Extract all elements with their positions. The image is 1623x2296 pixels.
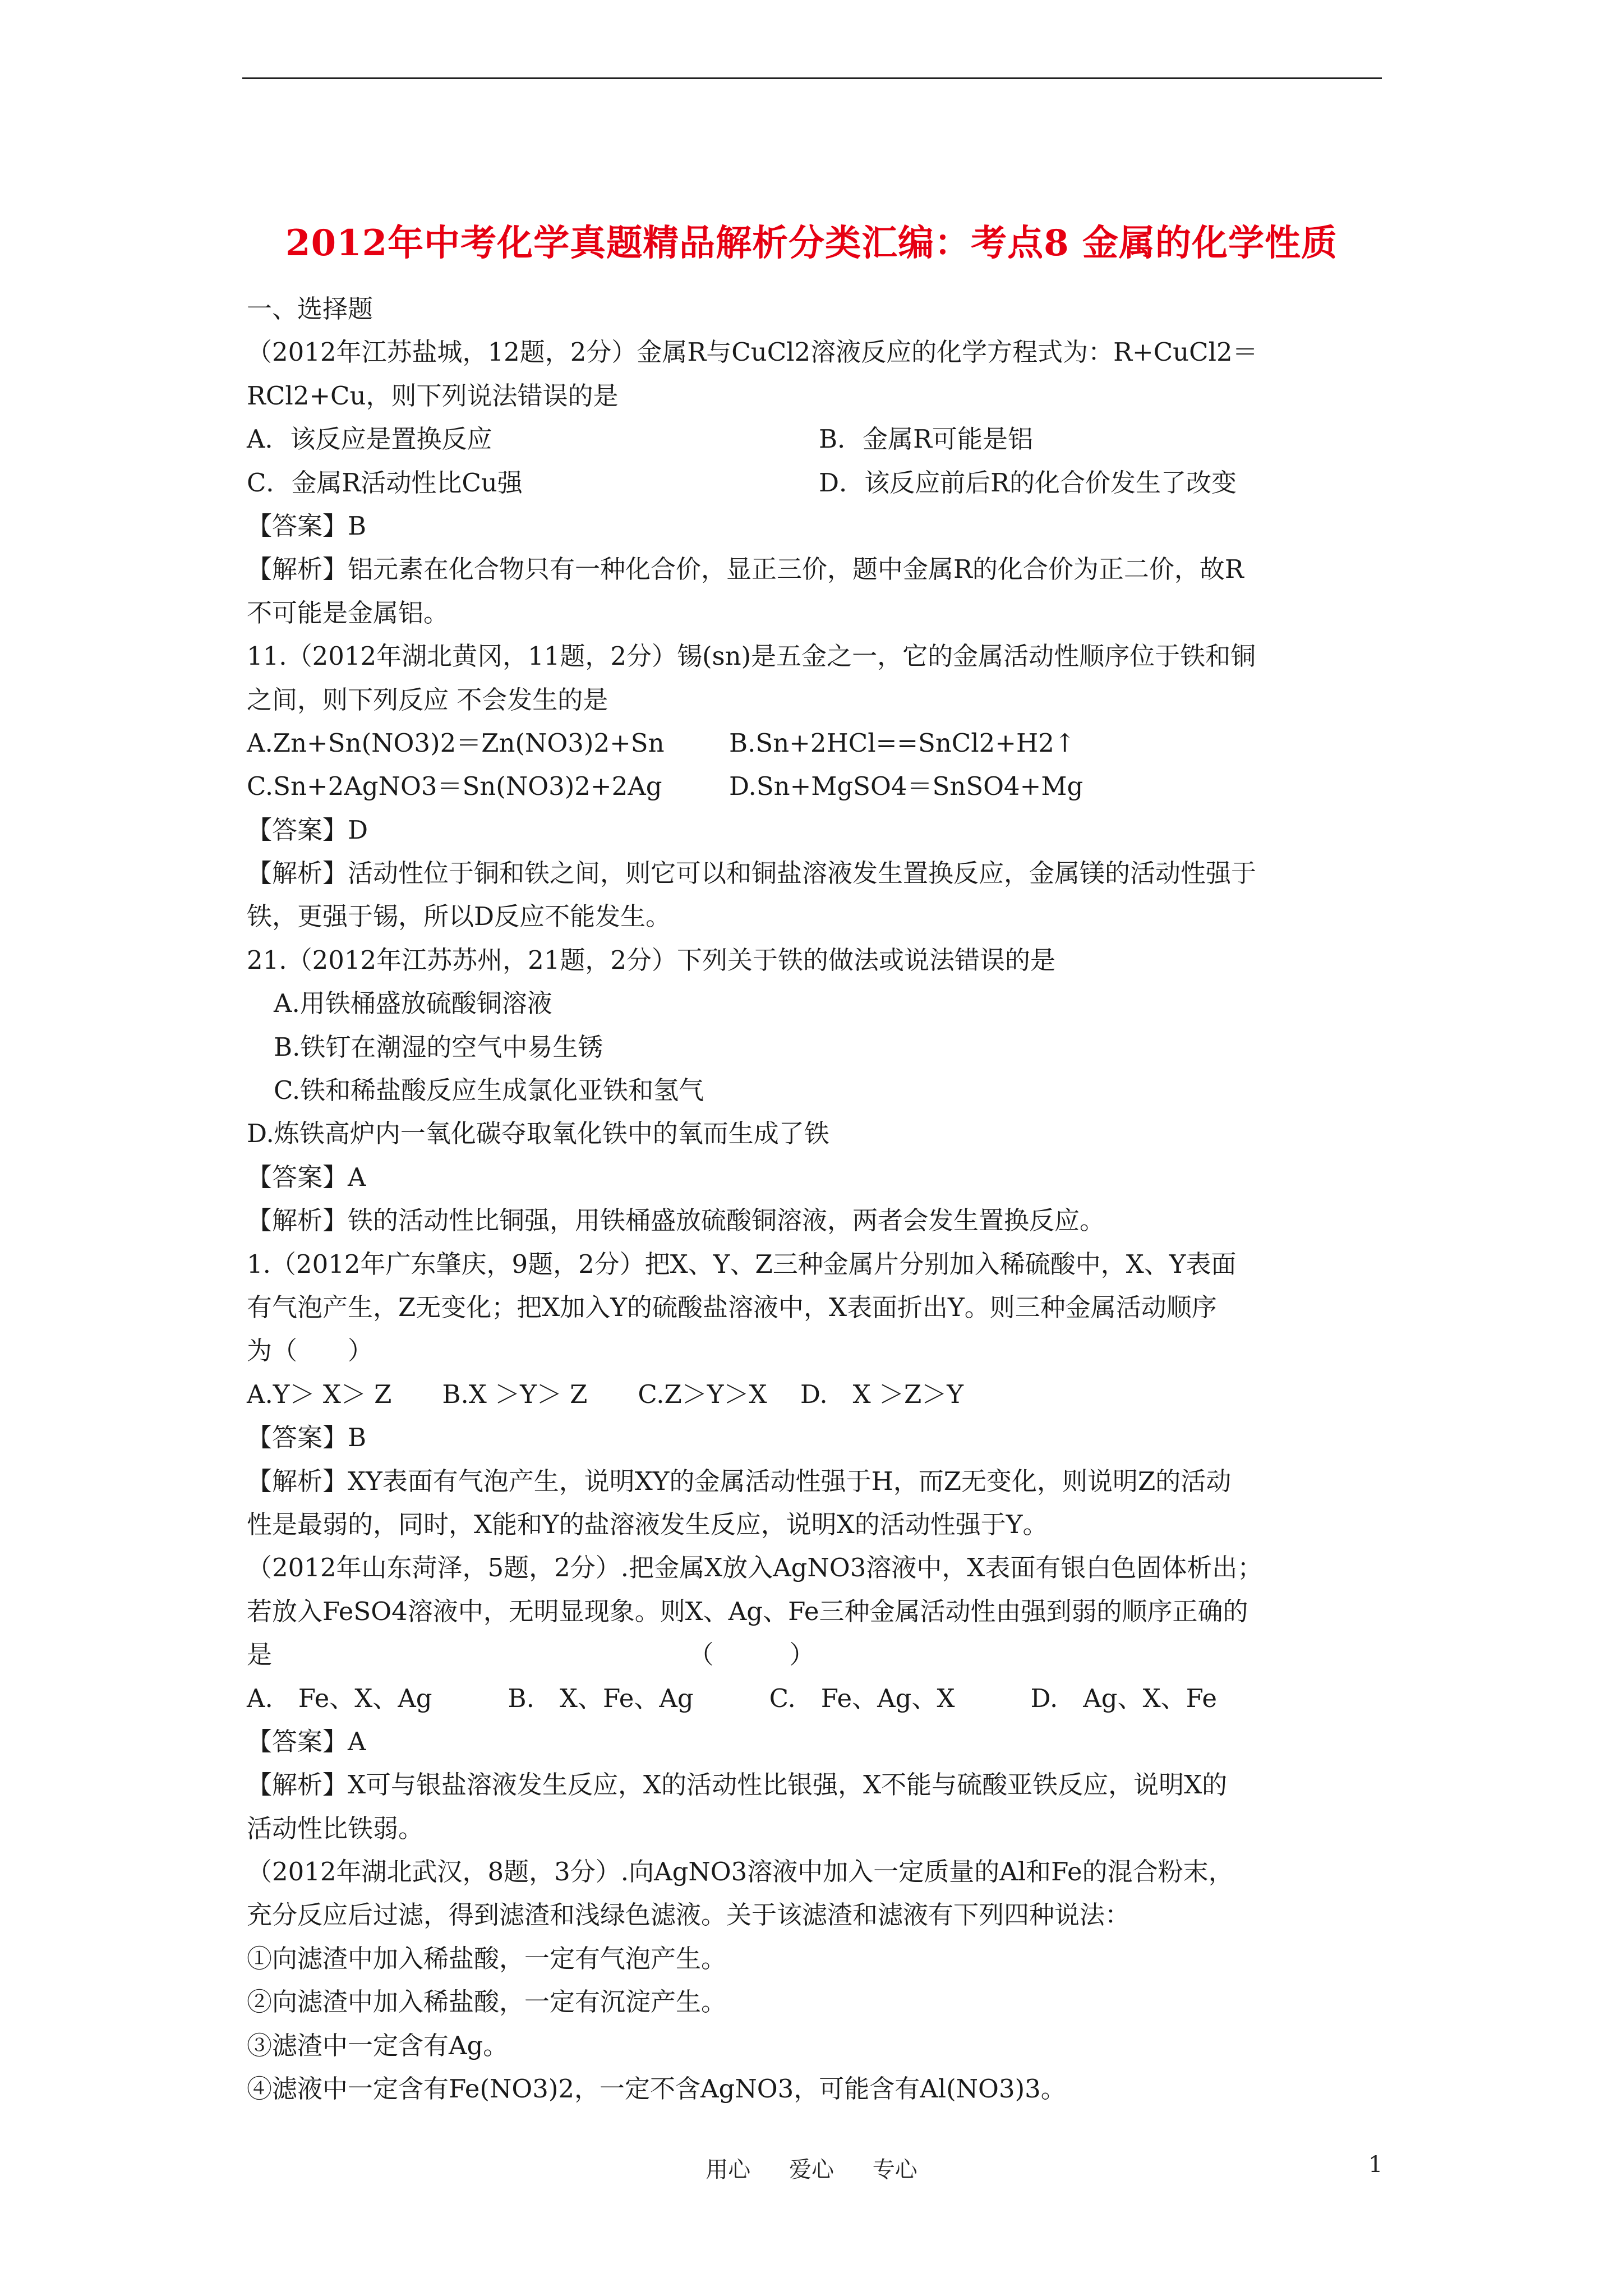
q3-option-c: C.铁和稀盐酸反应生成氯化亚铁和氢气 [274, 1075, 704, 1106]
q4-answer: 【答案】B [247, 1423, 367, 1453]
q1-option-c: C．金属R活动性比Cu强 [247, 467, 523, 498]
q2-options-row1 [247, 721, 1385, 765]
q1-options-row2 [247, 461, 1385, 504]
q1-analysis-line2: 不可能是金属铝。 [247, 597, 449, 628]
q4-stem-line1: 1.（2012年广东肇庆，9题，2分）把X、Y、Z三种金属片分别加入稀硫酸中，X、Y表面 [247, 1249, 1237, 1279]
q1-option-b: B．金属R可能是铝 [819, 424, 1033, 454]
q2-stem-line2: 之间，则下列反应 不会发生的是 [247, 684, 608, 715]
q5-stem-line1: （2012年山东菏泽，5题，2分）.把金属X放入AgNO3溶液中，X表面有银白色固体析出； [247, 1553, 1263, 1583]
q5-stem-line3: 是 （ ） [247, 1640, 815, 1670]
q6-statement-1: ①向滤渣中加入稀盐酸，一定有气泡产生。 [247, 1943, 727, 1973]
q5-answer: 【答案】A [247, 1726, 366, 1756]
q3-analysis: 【解析】铁的活动性比铜强，用铁桶盛放硫酸铜溶液，两者会发生置换反应。 [247, 1205, 1105, 1236]
q2-option-a: A.Zn+Sn(NO3)2＝Zn(NO3)2+Sn [247, 728, 665, 758]
q1-answer: 【答案】B [247, 510, 367, 541]
q5-stem-line2: 若放入FeSO4溶液中，无明显现象。则X、Ag、Fe三种金属活动性由强到弱的顺序正确的 [247, 1596, 1248, 1626]
q6-statement-4: ④滤液中一定含有Fe(NO3)2，一定不含AgNO3，可能含有Al(NO3)3。 [247, 2074, 1066, 2104]
q3-option-b: B.铁钉在潮湿的空气中易生锈 [274, 1032, 603, 1062]
q1-option-d: D．该反应前后R的化合价发生了改变 [819, 467, 1237, 498]
q2-answer: 【答案】D [247, 815, 368, 845]
q6-statement-2: ②向滤渣中加入稀盐酸，一定有沉淀产生。 [247, 1987, 727, 2017]
q2-analysis-line1: 【解析】活动性位于铜和铁之间，则它可以和铜盐溶液发生置换反应，金属镁的活动性强于 [247, 858, 1257, 889]
q1-options-row1 [247, 417, 1385, 461]
q2-stem-line1: 11.（2012年湖北黄冈，11题，2分）锡(sn)是五金之一，它的金属活动性顺序位于铁和铜 [247, 641, 1256, 671]
footer-word-2: 爱心 [789, 2157, 834, 2183]
q1-stem-line1: （2012年江苏盐城，12题，2分）金属R与CuCl2溶液反应的化学方程式为：R+CuCl2＝ [247, 337, 1258, 367]
footer-word-3: 专心 [872, 2157, 917, 2183]
q4-options: A.Y＞ X＞ Z B.X ＞Y＞ Z C.Z＞Y＞X D. X ＞Z＞Y [247, 1379, 963, 1409]
document-title: 2012年中考化学真题精品解析分类汇编：考点8 金属的化学性质 [285, 222, 1338, 264]
footer-word-1: 用心 [706, 2157, 751, 2183]
q4-stem-line2: 有气泡产生，Z无变化；把X加入Y的硫酸盐溶液中，X表面折出Y。则三种金属活动顺序 [247, 1292, 1217, 1322]
q5-analysis-line1: 【解析】X可与银盐溶液发生反应，X的活动性比银强，X不能与硫酸亚铁反应，说明X的 [247, 1770, 1228, 1800]
q5-options: A. Fe、X、Ag B. X、Fe、Ag C. Fe、Ag、X D. Ag、X、Fe [247, 1683, 1218, 1713]
q3-stem: 21.（2012年江苏苏州，21题，2分）下列关于铁的做法或说法错误的是 [247, 945, 1055, 975]
q3-option-d: D.炼铁高炉内一氧化碳夺取氧化铁中的氧而生成了铁 [247, 1119, 829, 1149]
q2-option-d: D.Sn+MgSO4＝SnSO4+Mg [729, 771, 1083, 802]
q3-option-a: A.用铁桶盛放硫酸铜溶液 [274, 988, 552, 1019]
section-heading: 一、选择题 [247, 294, 374, 324]
q4-analysis-line1: 【解析】XY表面有气泡产生，说明XY的金属活动性强于H，而Z无变化，则说明Z的活动 [247, 1466, 1232, 1496]
q2-options-row2 [247, 765, 1385, 808]
q4-analysis-line2: 性是最弱的，同时，X能和Y的盐溶液发生反应，说明X的活动性强于Y。 [247, 1509, 1048, 1539]
q6-statement-3: ③滤渣中一定含有Ag。 [247, 2030, 509, 2060]
q6-stem-line2: 充分反应后过滤，得到滤渣和浅绿色滤液。关于该滤渣和滤液有下列四种说法： [247, 1900, 1131, 1930]
q2-option-c: C.Sn+2AgNO3＝Sn(NO3)2+2Ag [247, 771, 662, 802]
document-body [247, 287, 1385, 2110]
q5-analysis-line2: 活动性比铁弱。 [247, 1813, 424, 1843]
page-number: 1 [1368, 2152, 1383, 2178]
q1-option-a: A．该反应是置换反应 [247, 424, 492, 454]
q1-stem-line2: RCl2+Cu，则下列说法错误的是 [247, 380, 619, 411]
q1-analysis-line1: 【解析】铝元素在化合物只有一种化合价，显正三价，题中金属R的化合价为正二价，故R [247, 554, 1244, 585]
q3-answer: 【答案】A [247, 1162, 366, 1192]
header-rule [242, 77, 1382, 79]
q6-stem-line1: （2012年湖北武汉，8题，3分）.向AgNO3溶液中加入一定质量的Al和Fe的混合粉末， [247, 1857, 1234, 1887]
q2-analysis-line2: 铁，更强于锡，所以D反应不能发生。 [247, 901, 671, 932]
q4-stem-line3: 为（ ） [247, 1336, 374, 1366]
q2-option-b: B.Sn+2HCl==SnCl2+H2↑ [729, 728, 1076, 758]
